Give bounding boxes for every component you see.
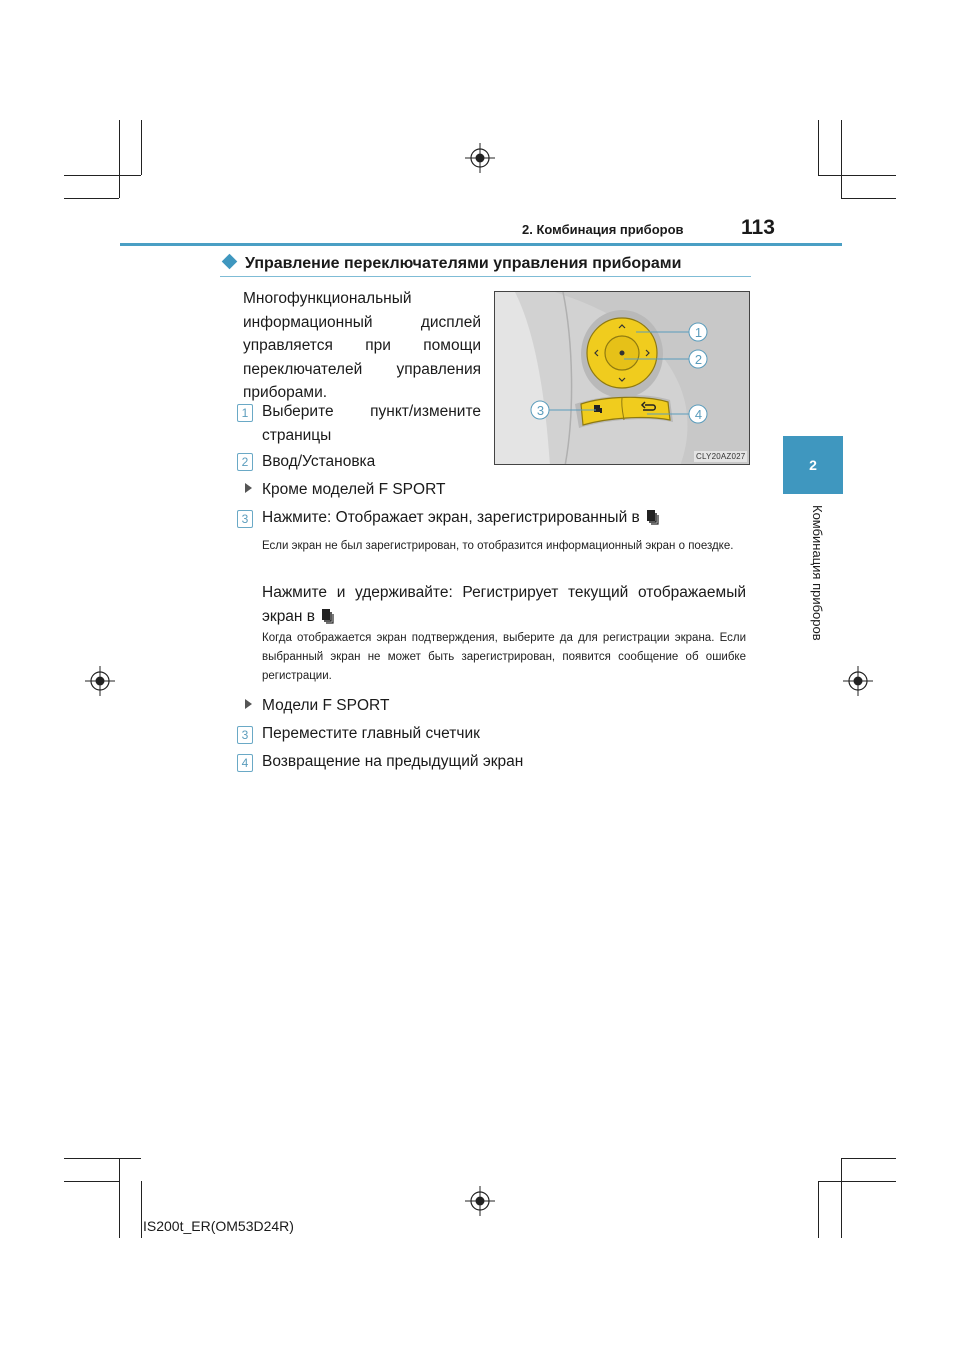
sub-heading-text: Модели F SPORT [262,697,390,714]
steering-switch-illustration [495,292,750,465]
item-3b-note: Когда отображается экран подтверждения, выберите да для регистрации экрана. Если выбранный экран не может быть зарегистрирован, появится сообщение об ошибке регистрации. [262,632,746,682]
item-number-4: 4 [237,754,253,772]
triangle-bullet-icon [245,699,252,709]
registration-mark-icon [465,1186,495,1216]
figure-callout-1: 1 [694,325,703,340]
item-4-text: Возвращение на предыдущий экран [262,753,524,770]
item-3-fsport-text: Переместите главный счетчик [262,725,480,742]
page-number: 113 [741,216,775,239]
item-number-1: 1 [237,404,253,422]
item-3-note: Если экран не был зарегистрирован, то отобразится информационный экран о поездке. [262,540,734,552]
item-3-label: Нажмите: Отображает экран, зарегистрированный в [262,509,640,526]
figure-callout-3: 3 [536,403,545,418]
figure-callout-2: 2 [694,352,703,367]
registered-screen-icon [644,509,660,525]
chapter-tab-number: 2 [809,457,817,473]
section-title [220,255,681,273]
item-number-2: 2 [237,453,253,471]
item-3-text [262,506,660,530]
diamond-bullet-icon [222,254,238,270]
item-2-text: Ввод/Установка [262,453,376,470]
sub-heading-non-fsport [245,478,445,502]
chapter-tab-label: Комбинация приборов [810,505,825,641]
registration-mark-icon [843,666,873,696]
intro-paragraph: Многофункциональный информационный дисплей управляется при помощи переключателей управления приборами. [243,290,481,401]
item-3b-label: Нажмите и удерживайте: Регистрирует текущий отображаемый экран в [262,584,746,625]
header-rule [120,243,842,246]
triangle-bullet-icon [245,483,252,493]
registration-mark-icon [85,666,115,696]
item-1-text: Выберите пункт/измените страницы [262,403,481,444]
item-number-3-fsport: 3 [237,726,253,744]
registration-mark-icon [465,143,495,173]
figure-code: CLY20AZ027 [696,452,746,461]
item-3b-text [262,581,746,628]
registered-screen-icon [319,608,335,624]
section-rule [220,276,751,277]
steering-switch-figure [494,291,750,465]
sub-heading-fsport [245,694,389,718]
model-code: IS200t_ER(OM53D24R) [143,1218,294,1234]
chapter-tab [783,436,843,494]
item-number-3: 3 [237,510,253,528]
figure-callout-4: 4 [694,407,703,422]
sub-heading-text: Кроме моделей F SPORT [262,481,446,498]
section-title-text: Управление переключателями управления приборами [245,255,682,272]
chapter-title: 2. Комбинация приборов [522,222,684,237]
